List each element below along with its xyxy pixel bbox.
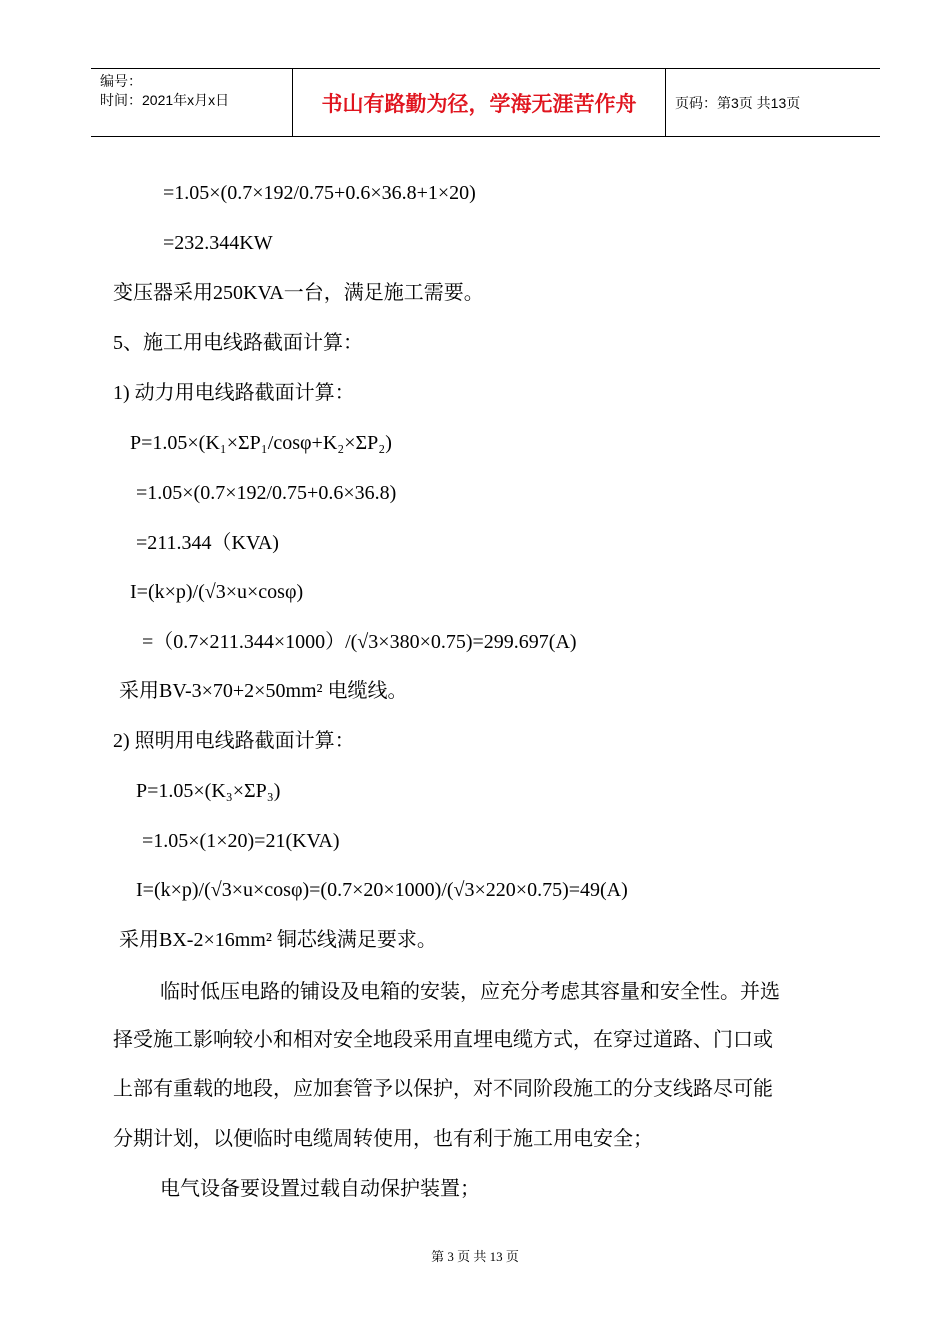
paragraph-line: 分期计划，以便临时电缆周转使用，也有利于施工用电安全；	[113, 1128, 653, 1150]
paragraph-line: 择受施工影响较小和相对安全地段采用直埋电缆方式，在穿过道路、门口或	[113, 1029, 773, 1051]
paragraph-line: 电气设备要设置过载自动保护装置；	[160, 1178, 480, 1200]
formula-line: =1.05×(1×20)=21(KVA)	[142, 830, 340, 852]
subsection-heading: 1) 动力用电线路截面计算：	[113, 382, 355, 404]
formula-line: P=1.05×(K₃×ΣP₃)	[136, 780, 281, 802]
number-label: 编号：	[100, 73, 142, 89]
paragraph-line: 上部有重载的地段，应加套管予以保护，对不同阶段施工的分支线路尽可能	[113, 1078, 773, 1100]
text-line: 采用BX-2×16mm² 铜芯线满足要求。	[119, 929, 437, 951]
formula-line: I=(k×p)/(√3×u×cosφ)	[130, 581, 304, 603]
text-line: 变压器采用250KVA一台，满足施工需要。	[113, 282, 484, 304]
formula-line: =232.344KW	[163, 232, 273, 254]
formula-line: =1.05×(0.7×192/0.75+0.6×36.8)	[136, 482, 397, 504]
header-meta	[91, 69, 293, 136]
formula-line: I=(k×p)/(√3×u×cosφ)=(0.7×20×1000)/(√3×220×0.75)=49(A)	[136, 879, 628, 901]
paragraph-line: 临时低压电路的铺设及电箱的安装，应充分考虑其容量和安全性。并选	[160, 981, 780, 1003]
time-label: 时间：2021年x月x日	[100, 92, 230, 108]
section-heading: 5、施工用电线路截面计算：	[113, 332, 363, 354]
formula-line: P=1.05×(K₁×ΣP₁/cosφ+K₂×ΣP₂)	[130, 432, 392, 454]
formula-line: =1.05×(0.7×192/0.75+0.6×36.8+1×20)	[163, 182, 476, 204]
header-motto: 书山有路勤为径，学海无涯苦作舟	[293, 69, 666, 136]
header-page-info: 页码：第3页 共13页	[675, 94, 801, 111]
formula-line: =211.344（KVA)	[136, 532, 279, 554]
text-line: 采用BV-3×70+2×50mm² 电缆线。	[119, 680, 408, 702]
formula-line: =（0.7×211.344×1000）/(√3×380×0.75)=299.697(A)	[142, 631, 577, 653]
subsection-heading: 2) 照明用电线路截面计算：	[113, 730, 355, 752]
page-footer: 第 3 页 共 13 页	[431, 1249, 519, 1264]
header-table	[91, 68, 880, 137]
